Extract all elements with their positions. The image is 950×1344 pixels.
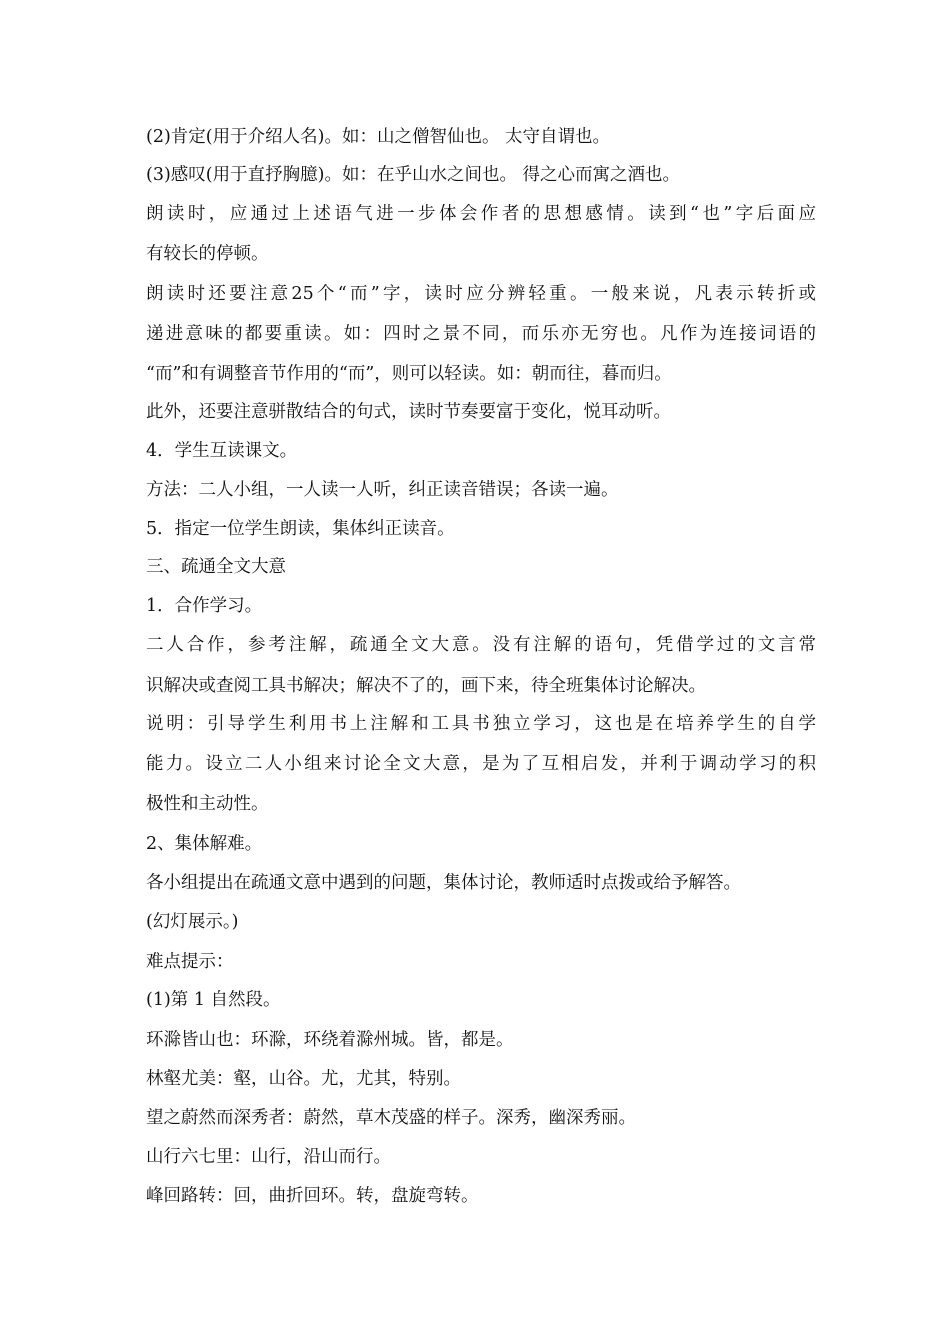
text-line: (1)第 1 自然段。 bbox=[146, 990, 281, 1010]
text-line: (2)肯定(用于介绍人名)。如：山之僧智仙也。 太守自谓也。 bbox=[146, 127, 611, 147]
text-line: (3)感叹(用于直抒胸臆)。如：在乎山水之间也。 得之心而寓之酒也。 bbox=[146, 165, 681, 185]
text-line: 山行六七里：山行，沿山而行。 bbox=[146, 1147, 391, 1167]
text-line: (幻灯展示。) bbox=[146, 912, 239, 932]
text-line: 望之蔚然而深秀者：蔚然，草木茂盛的样子。深秀，幽深秀丽。 bbox=[146, 1108, 636, 1128]
text-line: 环滁皆山也：环滁，环绕着滁州城。皆，都是。 bbox=[146, 1030, 514, 1050]
text-line: 说明：引导学生利用书上注解和工具书独立学习，这也是在培养学生的自学 bbox=[146, 714, 816, 734]
text-line: 此外，还要注意骈散结合的句式，读时节奏要富于变化，悦耳动听。 bbox=[146, 402, 671, 422]
text-line: 能力。设立二人小组来讨论全文大意，是为了互相启发，并利于调动学习的积 bbox=[146, 754, 816, 774]
text-line: 极性和主动性。 bbox=[146, 794, 269, 814]
text-line: 5．指定一位学生朗读，集体纠正读音。 bbox=[146, 519, 455, 539]
text-line: 朗读时还要注意25个“而”字，读时应分辨轻重。一般来说，凡表示转折或 bbox=[146, 284, 816, 304]
text-line: 1．合作学习。 bbox=[146, 596, 263, 616]
text-line: 4．学生互读课文。 bbox=[146, 441, 298, 461]
section-heading: 三、疏通全文大意 bbox=[146, 557, 286, 577]
text-line: 各小组提出在疏通文意中遇到的问题，集体讨论，教师适时点拨或给予解答。 bbox=[146, 873, 741, 893]
text-line: “而”和有调整音节作用的“而”，则可以轻读。如：朝而往，暮而归。 bbox=[146, 364, 672, 384]
text-line: 二人合作，参考注解，疏通全文大意。没有注解的语句，凭借学过的文言常 bbox=[146, 635, 816, 655]
text-line: 难点提示： bbox=[146, 952, 234, 972]
text-line: 方法：二人小组，一人读一人听，纠正读音错误；各读一遍。 bbox=[146, 480, 619, 500]
text-line: 朗读时，应通过上述语气进一步体会作者的思想感情。读到“也”字后面应 bbox=[146, 204, 816, 224]
text-line: 递进意味的都要重读。如：四时之景不同，而乐亦无穷也。凡作为连接词语的 bbox=[146, 324, 816, 344]
text-line: 林壑尤美：壑，山谷。尤，尤其，特别。 bbox=[146, 1069, 461, 1089]
text-line: 有较长的停顿。 bbox=[146, 244, 269, 264]
text-line: 2、集体解难。 bbox=[146, 834, 263, 854]
text-line: 识解决或查阅工具书解决；解决不了的，画下来，待全班集体讨论解决。 bbox=[146, 676, 706, 696]
text-line: 峰回路转：回，曲折回环。转，盘旋弯转。 bbox=[146, 1186, 479, 1206]
